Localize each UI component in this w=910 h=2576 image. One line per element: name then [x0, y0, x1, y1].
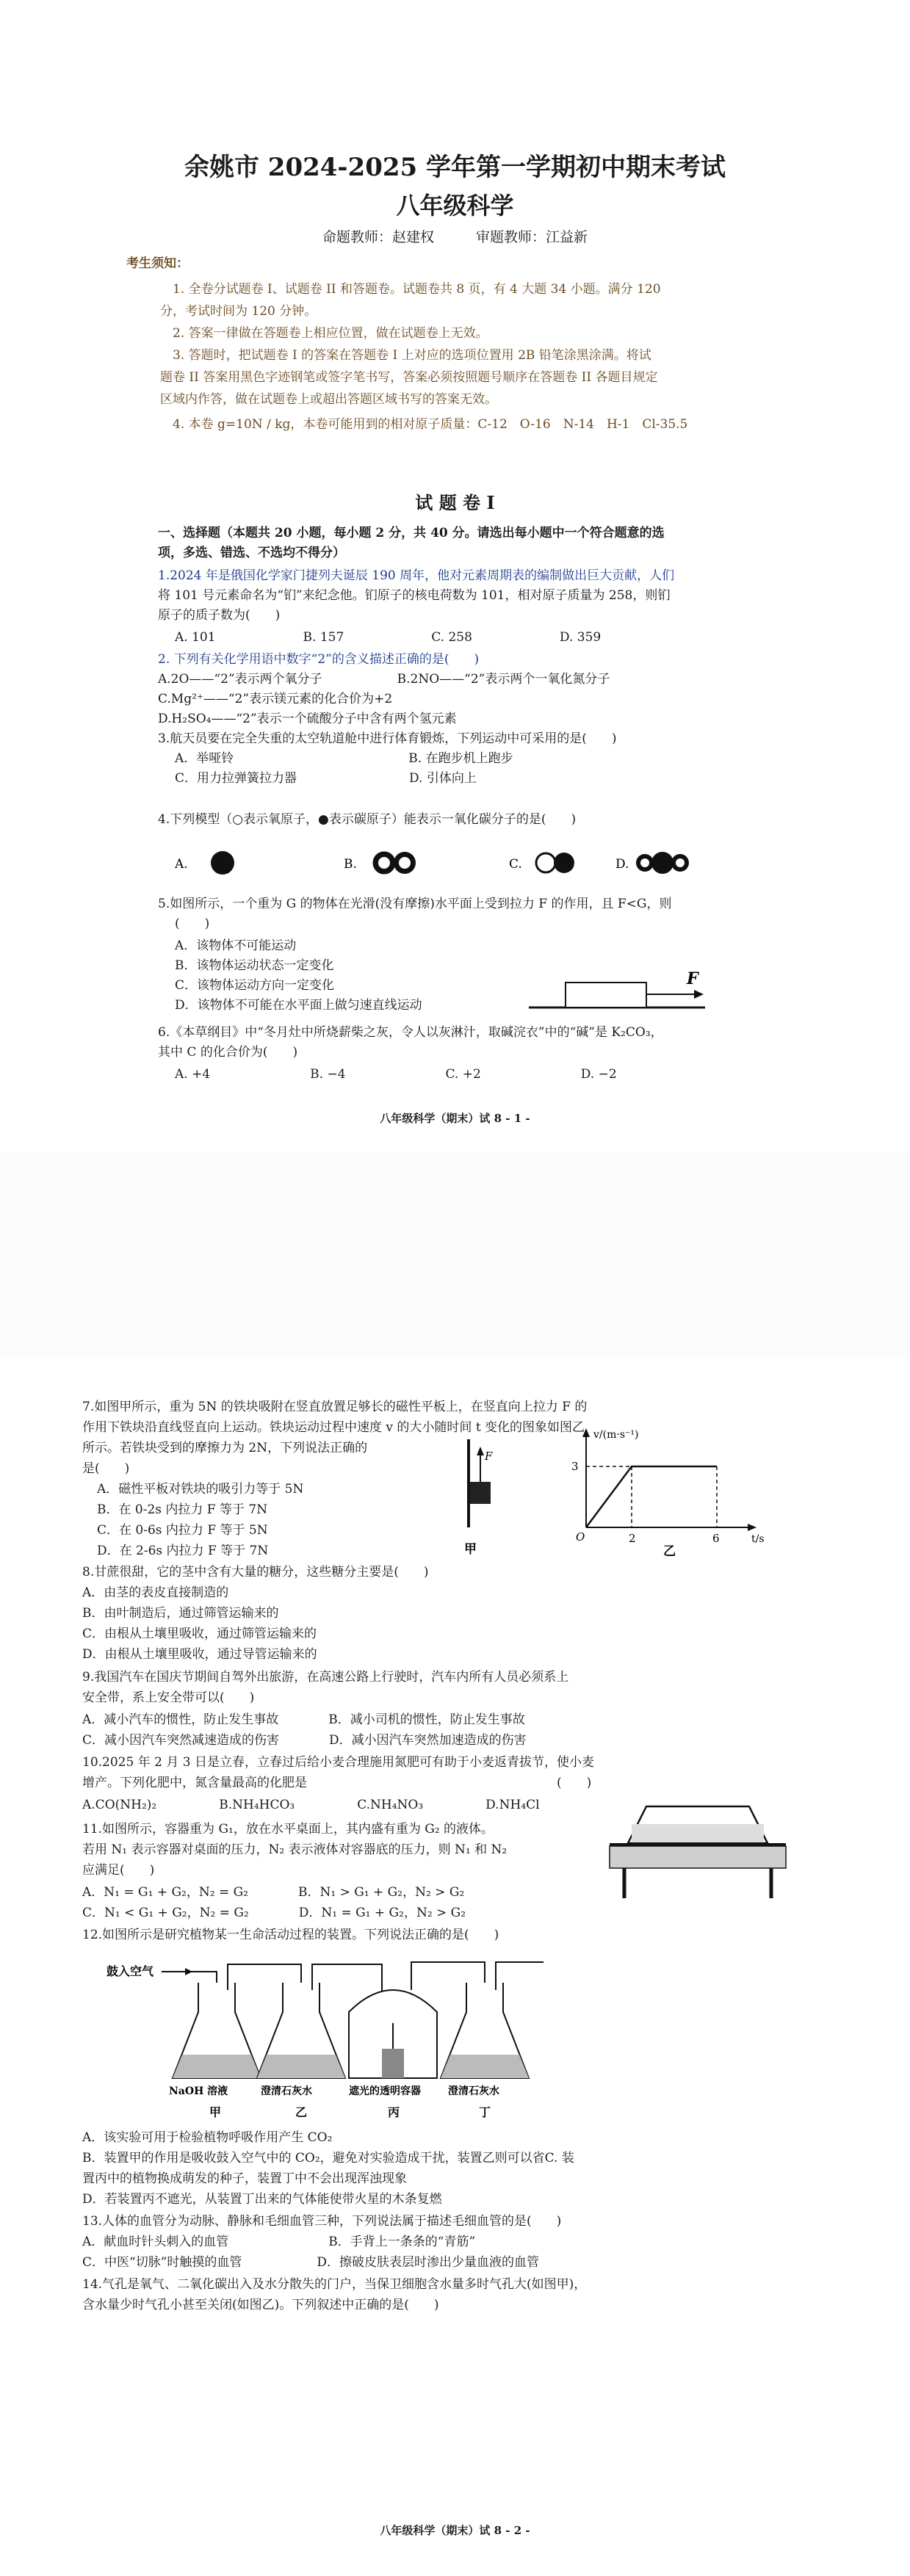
oxygen-atom-center — [676, 858, 685, 867]
question-12-option: B．装置甲的作用是吸收鼓入空气中的 CO₂，避免对实验造成干扰，装置乙则可以省C. 装 — [82, 2151, 574, 2166]
notice-line: 区域内作答，做在试题卷上或超出答题区域书写的答案无效。 — [160, 392, 497, 407]
question-8-option: C．由根从土壤里吸收，通过筛管运输来的 — [82, 1627, 317, 1641]
question-11-options: A．N₁ = G₁ + G₂，N₂ = G₂ B．N₁ > G₁ + G₂，N₂ > G₂ — [82, 1885, 465, 1900]
page-footer: 八年级科学（期末）试 8 - 1 - — [380, 1112, 530, 1125]
flask-liquid — [257, 2055, 345, 2078]
question-12-option: D．若装置丙不遮光，从装置丁出来的气体能使带火星的木条复燃 — [82, 2192, 442, 2207]
question-12-stem: 12.如图所示是研究植物某一生命活动过程的装置。下列说法正确的是( ) — [82, 1928, 499, 1942]
page-footer: 八年级科学（期末）试 8 - 2 - — [380, 2524, 530, 2537]
question-10-options: A.CO(NH₂)₂ B.NH₄HCO₃ C.NH₄NO₃ D.NH₄Cl — [82, 1798, 540, 1812]
question-5-option: D．该物体不可能在水平面上做匀速直线运动 — [175, 998, 422, 1013]
question-8-option: B．由叶制造后，通过筛管运输来的 — [82, 1606, 279, 1621]
iron-block — [470, 1482, 491, 1504]
question-2-option-c: C.Mg²⁺——“2”表示镁元素的化合价为+2 — [158, 692, 393, 706]
table-apron — [610, 1846, 786, 1868]
question-11-stem: 应满足( ) — [82, 1863, 155, 1878]
question-7-stem: 是( ) — [82, 1461, 130, 1476]
velocity-line — [586, 1466, 717, 1527]
question-9-options: A．减小汽车的惯性，防止发生事故 B．减小司机的惯性，防止发生事故 — [82, 1712, 525, 1727]
x-axis-label: t/s — [751, 1533, 765, 1545]
tick-label-y3: 3 — [571, 1460, 579, 1473]
cap-ding: 丁 — [479, 2105, 491, 2119]
notice-line: 分，考试时间为 120 分钟。 — [160, 304, 317, 319]
question-1-line: 将 101 号元素命名为“钔”来纪念他。钔原子的核电荷数为 101，相对原子质量为 258，则钔 — [158, 588, 671, 603]
notice-title: 考生须知： — [126, 256, 189, 271]
question-2-option-d: D.H₂SO₄——“2”表示一个硫酸分子中含有两个氢元素 — [158, 712, 457, 726]
teachers-line: 命题教师：赵建权 审题教师：江益新 — [322, 229, 588, 245]
exam-page-2 — [0, 1358, 910, 2576]
question-11-stem: 若用 N₁ 表示容器对桌面的压力，N₂ 表示液体对容器底的压力，则 N₁ 和 N₂ — [82, 1842, 508, 1857]
question-13-options: A．献血时针头刺入的血管 B．手背上一条条的“青筋” — [82, 2235, 476, 2249]
q5-block-diagram — [529, 955, 712, 1013]
q4-option-b-label: B. — [344, 857, 357, 872]
page-gap — [0, 1153, 910, 1358]
force-label: F — [485, 1450, 493, 1463]
carbon-atom-model — [651, 852, 674, 874]
q4-option-a-label: A. — [175, 857, 188, 872]
oxygen-atom-center — [399, 857, 411, 869]
question-1-line: 原子的质子数为( ) — [158, 608, 281, 623]
jar1-label: NaOH 溶液 — [169, 2085, 228, 2097]
question-5-option: A．该物体不可能运动 — [175, 938, 297, 953]
tick-label-x2: 2 — [629, 1532, 636, 1545]
question-10-stem: 10.2025 年 2 月 3 日是立春，立春过后给小麦合理施用氮肥可有助于小麦返青拔节，使小麦 — [82, 1755, 594, 1770]
question-3-stem: 3.航天员要在完全失重的太空轨道舱中进行体育锻炼，下列运动中可采用的是( ) — [158, 731, 617, 746]
question-12-option: 置丙中的植物换成萌发的种子，装置丁中不会出现浑浊现象 — [82, 2171, 407, 2186]
question-7-option: D．在 2-6s 内拉力 F 等于 7N — [97, 1544, 269, 1558]
question-8-stem: 8.甘蔗很甜，它的茎中含有大量的糖分，这些糖分主要是( ) — [82, 1565, 429, 1580]
cap-jia: 甲 — [209, 2105, 222, 2119]
exam-page-1 — [0, 0, 910, 1153]
question-3-options: C．用力拉弹簧拉力器 D. 引体向上 — [175, 771, 477, 786]
oxygen-atom-center — [378, 857, 390, 869]
oxygen-atom-model — [536, 853, 555, 872]
flask-liquid — [441, 2055, 529, 2078]
question-2-stem: 2. 下列有关化学用语中数字“2”的含义描述正确的是( ) — [158, 652, 480, 667]
question-7-option: A．磁性平板对铁块的吸引力等于 5N — [97, 1482, 304, 1497]
question-11-options: C．N₁ < G₁ + G₂，N₂ = G₂ D．N₁ = G₁ + G₂，N₂ > G₂ — [82, 1906, 466, 1920]
question-1-line: 1.2024 年是俄国化学家门捷列夫诞辰 190 周年，他对元素周期表的编制做出巨大贡献，人们 — [158, 568, 675, 583]
q4-models — [175, 844, 704, 881]
q11-figure — [602, 1792, 793, 1902]
q4-option-c-label: C. — [509, 857, 522, 872]
exam-subtitle: 八年级科学 — [396, 192, 514, 220]
question-9-options: C．减小因汽车突然减速造成的伤害 D．减小因汽车突然加速造成的伤害 — [82, 1733, 527, 1748]
question-8-option: A．由茎的表皮直接制造的 — [82, 1585, 229, 1600]
question-14-stem: 14.气孔是氧气、二氧化碳出入及水分散失的门户，当保卫细胞含水量多时气孔大(如图甲)， — [82, 2277, 587, 2292]
question-7-stem: 所示。若铁块受到的摩擦力为 2N，下列说法正确的 — [82, 1441, 368, 1455]
jar4-label: 澄清石灰水 — [448, 2085, 499, 2097]
question-13-stem: 13.人体的血管分为动脉、静脉和毛细血管三种，下列说法属于描述毛细血管的是( ) — [82, 2214, 562, 2229]
force-arrow-head — [477, 1447, 484, 1455]
question-11-stem: 11.如图所示，容器重为 G₁，放在水平桌面上，其内盛有重为 G₂ 的液体。 — [82, 1822, 494, 1837]
notice-line: 题卷 II 答案用黑色字迹钢笔或签字笔书写，答案必须按照题号顺序在答题卷 II 各题目规定 — [160, 370, 658, 385]
notice-line: 3. 答题时，把试题卷 I 的答案在答题卷 I 上对应的选项位置用 2B 铅笔涂黑涂满。将试 — [173, 348, 651, 363]
notice-line: 4. 本卷 g=10N / kg，本卷可能用到的相对原子质量：C-12 O-16 N-14 H-1 Cl-35.5 — [173, 417, 688, 432]
question-5-option: B．该物体运动状态一定变化 — [175, 958, 334, 973]
carbon-atom-model — [554, 853, 574, 873]
question-7-stem: 作用下铁块沿直线竖直向上运动。铁块运动过程中速度 v 的大小随时间 t 变化的图象如图乙 — [82, 1420, 585, 1435]
notice-line: 1. 全卷分试题卷 I、试题卷 II 和答题卷。试题卷共 8 页，有 4 大题 34 小题。满分 120 — [173, 282, 661, 297]
section-title: 试 题 卷 I — [415, 492, 495, 513]
question-14-stem: 含水量少时气孔小甚至关闭(如图乙)。下列叙述中正确的是( ) — [82, 2298, 439, 2312]
question-9-stem: 9.我国汽车在国庆节期间自驾外出旅游，在高速公路上行驶时，汽车内所有人员必须系上 — [82, 1670, 569, 1685]
question-13-options: C．中医“切脉”时触摸的血管 D．擦破皮肤表层时渗出少量血液的血管 — [82, 2255, 540, 2270]
force-arrow-head — [694, 990, 704, 999]
caption-left: 甲 — [464, 1542, 477, 1557]
question-7-stem: 7.如图甲所示，重为 5N 的铁块吸附在竖直放置足够长的磁性平板上，在竖直向上拉力 F 的 — [82, 1400, 588, 1414]
question-3-options: A．举哑铃 B. 在跑步机上跑步 — [175, 751, 513, 766]
oxygen-atom-center — [640, 858, 649, 867]
y-axis-arrow — [582, 1428, 590, 1437]
question-5-stem: ( ) — [175, 916, 210, 931]
air-inlet-label: 鼓入空气 — [106, 1964, 154, 1978]
question-8-option: D．由根从土壤里吸收，通过导管运输来的 — [82, 1647, 317, 1662]
force-label: F — [687, 969, 698, 988]
plant-pot — [382, 2049, 404, 2078]
question-9-stem: 安全带，系上安全带可以( ) — [82, 1690, 255, 1705]
question-5-option: C．该物体运动方向一定变化 — [175, 978, 335, 993]
block — [566, 983, 646, 1007]
y-axis-label: v/(m·s⁻¹) — [593, 1429, 639, 1441]
question-10-stem: 增产。下列化肥中，氮含量最高的化肥是 ( ) — [82, 1776, 592, 1790]
question-7-option: B．在 0-2s 内拉力 F 等于 7N — [97, 1502, 268, 1517]
tick-label-x6: 6 — [712, 1532, 720, 1545]
question-1-options: A. 101 B. 157 C. 258 D. 359 — [175, 630, 602, 645]
question-6-options: A. +4 B. −4 C. +2 D. −2 — [175, 1067, 617, 1082]
flask-liquid — [173, 2055, 261, 2078]
question-4-stem: 4.下列模型（○表示氧原子，●表示碳原子）能表示一氧化碳分子的是( ) — [158, 812, 577, 827]
section-intro: 项，多选、错选、不选均不得分） — [158, 546, 345, 560]
cap-yi: 乙 — [295, 2105, 308, 2119]
origin-label: O — [576, 1530, 585, 1544]
caption-right: 乙 — [663, 1544, 676, 1559]
question-2-options: A.2O——“2”表示两个氧分子 B.2NO——“2”表示两个一氧化氮分子 — [158, 672, 610, 687]
question-12-option: A．该实验可用于检验植物呼吸作用产生 CO₂ — [82, 2130, 333, 2145]
q12-apparatus — [103, 1953, 632, 2122]
cap-bing: 丙 — [388, 2105, 400, 2119]
carbon-atom-model — [211, 851, 234, 875]
liquid — [632, 1824, 764, 1842]
question-6-stem: 6.《本草纲目》中“冬月灶中所烧薪柴之灰，令人以灰淋汁，取碱浣衣”中的“碱”是 K₂CO₃， — [158, 1025, 663, 1040]
jar3-label: 遮光的透明容器 — [349, 2085, 421, 2097]
x-axis-arrow — [748, 1524, 756, 1531]
exam-title: 余姚市 2024-2025 学年第一学期初中期末考试 — [184, 153, 726, 182]
question-5-stem: 5.如图所示，一个重为 G 的物体在光滑(没有摩擦)水平面上受到拉力 F 的作用，且 F<G，则 — [158, 897, 672, 911]
question-6-stem: 其中 C 的化合价为( ) — [158, 1045, 298, 1060]
q4-option-d-label: D. — [615, 857, 629, 872]
jar2-label: 澄清石灰水 — [261, 2085, 312, 2097]
notice-line: 2. 答案一律做在答题卷上相应位置，做在试题卷上无效。 — [173, 326, 488, 341]
q7-figure — [439, 1425, 784, 1560]
question-7-option: C．在 0-6s 内拉力 F 等于 5N — [97, 1523, 268, 1538]
section-intro: 一、选择题（本题共 20 小题，每小题 2 分，共 40 分。请选出每小题中一个符合题意的选 — [158, 526, 665, 540]
